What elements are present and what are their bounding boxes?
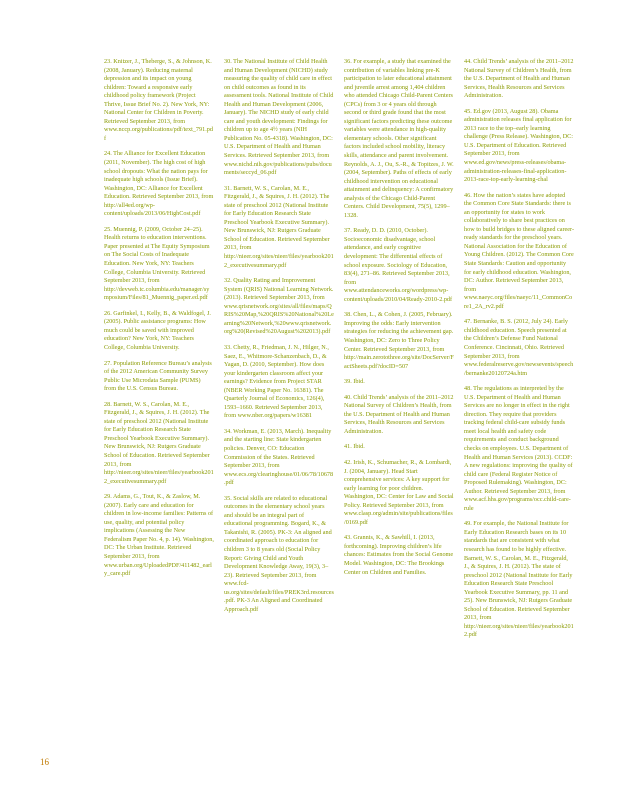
endnote: 36. For example, a study that examined the contribution of variables linking pre-K participation to later educational attainment and juvenile arrest among 1,404 children who attended Chicago Child-Parent Centers (CPCs) from 3 or 4 years old through second or third grade found that the most significant factors predicting these outcome variables were attendance in high-quality elementary schools. Other significant factors included school mobility, literacy skills, attendance and parent involvement. Reynolds, A. J., Ou, S.-R., & Topitzes, J. W. (2004, September). Paths of effects of early childhood intervention on educational attainment and delinquency: A confirmatory analysis of the Chicago Child-Parent Centers. Child Development, 75(5), 1299–1328. — [344, 58, 454, 219]
endnote: 39. Ibid. — [344, 378, 365, 386]
endnote: 28. Barnett, W. S., Carolan, M. E., Fitzgerald, J., & Squires, J. H. (2012). The state of preschool 2012 (National Institute for Early Education Research State Preschool Yearbook Executive Summary). New Brunswick, NJ: Rutgers Graduate School of Education. Retrieved September 2013, from http://nieer.org/sites/nieer/files/yearbook2012_executivesummary.pdf — [104, 400, 214, 485]
endnote: 27. Population Reference Bureau’s analysis of the 2012 American Community Survey Public Use Microdata Sample (PUMS) from the U.S. Census Bureau. — [104, 359, 212, 393]
endnote: 40. Child Trends’ analysis of the 2011–2012 National Survey of Children’s Health, from the U.S. Department of Health and Human Services, Health Resources and Services Administration. — [344, 393, 454, 435]
endnote: 42. Irish, K., Schumacher, R., & Lombardi, J. (2004, January). Head Start comprehensive services: A key support for early learning for poor children. Washington, DC: Center for Law and Social Policy. Retrieved September 2013, from www.clasp.org/admin/site/publications/files/0169.pdf — [344, 458, 454, 526]
endnote: 31. Barnett, W. S., Carolan, M. E., Fitzgerald, J., & Squires, J. H. (2012). The state of preschool 2012 (National Institute for Early Education Research State Preschool Yearbook Executive Summary). New Brunswick, NJ: Rutgers Graduate School of Education. Retrieved September 2013, from http://nieer.org/sites/nieer/files/yearbook2012_executivesummary.pdf — [224, 184, 334, 269]
page-number: 16 — [40, 757, 49, 767]
endnote: 47. Bernanke, B. S. (2012, July 24). Early childhood education. Speech presented at the Children’s Defense Fund National Conference. Cincinnati, Ohio. Retrieved September 2013, from www.federalreserve.gov/newsevents/speech/bernanke20120724a.htm — [464, 318, 574, 377]
endnote: 32. Quality Rating and Improvement System (QRIS) National Learning Network. (2013). Retrieved September 2013, from www.qrisnetwork.org/sites/all/files/maps/QRIS%20Map,%20QRIS%20National%20Learning%20Network,%20www.qrisnetwork.org%20(Revised%20August%202013).pdf — [224, 277, 334, 336]
endnotes-column-4 — [464, 58, 574, 763]
endnote: 45. Ed.gov (2013, August 28). Obama administration releases final application for 2013 race to the top–early learning challenge (Press Release). Washington, DC: U.S. Department of Education. Retrieved September 2013, from www.ed.gov/news/press-releases/obama-administration-releases-final-application-2013-race-top-early-learning-chal — [464, 107, 574, 184]
endnote: 29. Adams, G., Tout, K., & Zaslow, M. (2007). Early care and education for children in low-income families: Patterns of use, quality, and potential policy implications (Assessing the New Federalism Paper No. 4, p. 14). Washington, DC: The Urban Institute. Retrieved September 2013, from www.urban.org/UploadedPDF/411482_early_care.pdf — [104, 493, 214, 578]
endnote: 41. Ibid. — [344, 443, 365, 451]
endnote: 33. Chetty, R., Friedman, J. N., Hilger, N., Saez, E., Whitmore-Schanzenbach, D., & Yagan, D. (2010, September). How does your kindergarten classroom affect your earnings? Evidence from Project STAR (NBER Working Paper No. 16381). The Quarterly Journal of Economics, 126(4), 1593–1660. Retrieved September 2013, from www.nber.org/papers/w16381 — [224, 343, 329, 420]
endnote: 35. Social skills are related to educational outcomes in the elementary school years and should be an integral part of educational programming. Bogard, K., & Takanishi, R. (2005). PK-3: An aligned and coordinated approach to education for children 3 to 8 years old (Social Policy Report: Giving Child and Youth Development Knowledge Away, 19(3), 3–23). Retrieved September 2013, from www.fcd-us.org/sites/default/files/PREK3rd.resources.pdf. PK-3 An Aligned and Coordinated Approach.pdf — [224, 494, 334, 613]
endnotes — [104, 58, 574, 763]
endnote: 34. Workman, E. (2013, March). Inequality and the starting line: State kindergarten policies. Denver, CO: Education Commission of the States. Retrieved September 2013, from www.ecs.org/clearinghouse/01/06/78/10678.pdf — [224, 427, 334, 487]
endnotes-column-2 — [224, 58, 334, 763]
endnote: 49. For example, the National Institute for Early Education Research bases on its 10 standards that are consistent with what research has found to be highly effective. Barnett, W. S., Carolan, M. E., Fitzgerald, J., & Squires, J. H. (2012). The state of preschool 2012 (National Institute for Early Education Research State Preschool Yearbook Executive Summary, pp. 11 and 25). New Brunswick, NJ: Rutgers Graduate School of Education. Retrieved September 2013, from http://nieer.org/sites/nieer/files/yearbook2012.pdf — [464, 520, 574, 639]
endnote: 24. The Alliance for Excellent Education (2011, November). The high cost of high school dropouts: What the nation pays for inadequate high schools (Issue Brief). Washington, DC: Alliance for Excellent Education. Retrieved September 2013, from http://all4ed.org/wp-content/uploads/2013/06/HighCost.pdf — [104, 150, 214, 218]
endnote: 25. Muennig, P. (2009, October 24–25). Health returns to education interventions. Paper presented at The Equity Symposium on The Social Costs of Inadequate Education. New York, NY: Teachers College, Columbia University. Retrieved September 2013, from http://devweb.tc.columbia.edu/manager/symposium/Files/81_Muennig_paper.ed.pdf — [104, 225, 210, 302]
endnote: 23. Knitzer, J., Theberge, S., & Johnson, K. (2008, January). Reducing maternal depression and its impact on young children: Toward a responsive early childhood policy framework (Project Thrive, Issue Brief No. 2). New York, NY: National Center for Children in Poverty. Retrieved September 2013, from www.nccp.org/publications/pdf/text_791.pdf — [104, 58, 213, 142]
endnote: 44. Child Trends’ analysis of the 2011–2012 National Survey of Children’s Health, from the U.S. Department of Health and Human Services, Health Resources and Services Administration. — [464, 58, 574, 100]
endnote: 48. The regulations as interpreted by the U.S. Department of Health and Human Services are no longer in effect in the right direction. They require that providers tracking federal child-care subsidy funds meet local health and safety code requirements and conduct background checks on employees. U.S. Department of Health and Human Services (2013). CCDF: A new regulations: improving the quality of child care (Federal Register Notice of Proposed Rulemaking). Washington, DC: Author. Retrieved September 2013, from www.acf.hhs.gov/programs/occ.child-care-rule — [464, 385, 573, 512]
endnote: 37. Ready, D. D. (2010, October). Socioeconomic disadvantage, school attendance, and early cognitive development: The differential effects of school exposure. Sociology of Education, 83(4), 271–86. Retrieved September 2013, from www.attendanceworks.org/wordpress/wp-content/uploads/2010/04/Ready-2010-2.pdf — [344, 227, 453, 303]
endnotes-column-1 — [104, 58, 214, 763]
endnotes-column-3 — [344, 58, 454, 763]
endnote: 30. The National Institute of Child Health and Human Development (NICHD) study measuring the quality of child care in effect on child outcomes as found in its assessment tools. National Institute of Child Health and Human Development (2006, January). The NICHD study of early child care and youth development: Findings for children up to age 4½ years (NIH Publication No. 05-4318). Washington, DC: U.S. Department of Health and Human Services. Retrieved September 2013, from www.nichd.nih.gov/publications/pubs/documents/seccyd_06.pdf — [224, 58, 334, 177]
endnote: 43. Grannis, K., & Sawhill, I. (2013, forthcoming). Improving children’s life chances: Estimates from the Social Genome Model. Washington, DC: The Brookings Center on Children and Families. — [344, 534, 454, 576]
endnote: 46. How the nation’s states have adopted the Common Core State Standards: there is an opportunity for states to work collaboratively to share best practices on how to build bridges to these aligned career-ready standards for the preschool years. National Association for the Education of Young Children. (2012). The Common Core State Standards: Caution and opportunity for early childhood education. Washington, DC: Author. Retrieved September 2013, from www.naeyc.org/files/naeyc/11_CommonCore1_2A_rv2.pdf — [464, 191, 574, 310]
endnote: 26. Garfinkel, I., Kelly, B., & Waldfogel, J. (2005). Public assistance programs: How much could be saved with improved education? New York, NY: Teachers College, Columbia University. — [104, 309, 211, 351]
endnote: 38. Chen, L., & Cohen, J. (2005, February). Improving the odds: Early intervention strategies for reducing the achievement gap. Washington, DC: Zero to Three Policy Center. Retrieved September 2013, from http://main.zerotothree.org/site/DocServer/FactSheets.pdf?docID=507 — [344, 311, 454, 370]
